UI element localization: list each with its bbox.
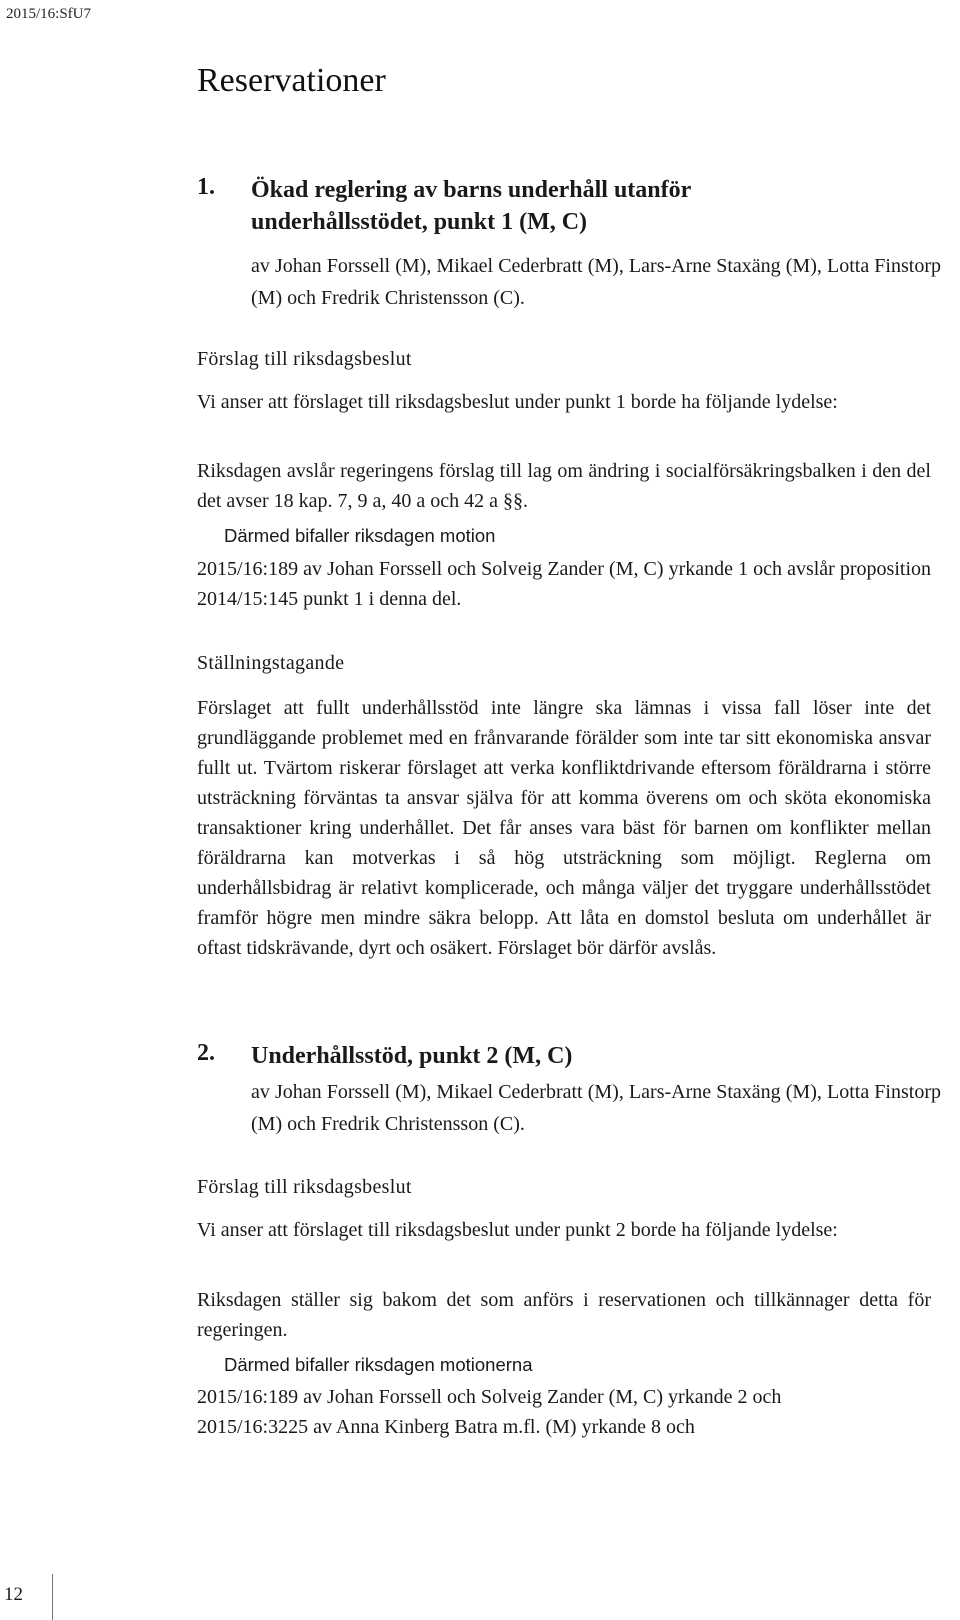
reservation-1-heading-line1: Ökad reglering av barns underhåll utanför <box>251 177 692 203</box>
reservation-2-forslag-text: Vi anser att förslaget till riksdagsbeslut under punkt 2 borde ha följande lydelse: <box>197 1219 838 1241</box>
reservation-1-decision-text: Riksdagen avslår regeringens förslag till lag om ändring i socialförsäkringsbalken i den del det avser 18 kap. 7, 9 a, 40 a och 42 a §§. <box>197 460 931 512</box>
reservation-2-bifaller-label: Därmed bifaller riksdagen motionerna <box>224 1354 533 1375</box>
page-title: Reservationer <box>197 62 386 99</box>
reservation-2-number: 2. <box>197 1040 215 1066</box>
reservation-2-forslag-heading: Förslag till riksdagsbeslut <box>197 1176 412 1198</box>
reservation-2-motion-line1: 2015/16:189 av Johan Forssell och Solveig Zander (M, C) yrkande 2 och <box>197 1386 782 1408</box>
page-number-divider <box>52 1574 53 1620</box>
reservation-1-stallning-heading: Ställningstagande <box>197 652 345 674</box>
reservation-1-heading-line2: underhållsstödet, punkt 1 (M, C) <box>251 209 588 235</box>
reservation-2-motion-line2: 2015/16:3225 av Anna Kinberg Batra m.fl. (M) yrkande 8 och <box>197 1416 695 1438</box>
document-id: 2015/16:SfU7 <box>6 6 92 22</box>
reservation-2-authors: av Johan Forssell (M), Mikael Cederbratt (M), Lars-Arne Staxäng (M), Lotta Finstorp (M) och Fredrik Christensson (C). <box>251 1081 941 1135</box>
page-number: 12 <box>4 1584 23 1605</box>
reservation-2-decision-text: Riksdagen ställer sig bakom det som anförs i reservationen och tillkännager detta för regeringen. <box>197 1289 931 1341</box>
reservation-2-heading: Underhållsstöd, punkt 2 (M, C) <box>251 1043 573 1069</box>
reservation-1-bifaller-label: Därmed bifaller riksdagen motion <box>224 525 496 546</box>
reservation-1-heading <box>251 174 931 238</box>
reservation-1-forslag-text: Vi anser att förslaget till riksdagsbeslut under punkt 1 borde ha följande lydelse: <box>197 391 838 413</box>
reservation-1-number: 1. <box>197 174 215 200</box>
reservation-1-authors: av Johan Forssell (M), Mikael Cederbratt (M), Lars-Arne Staxäng (M), Lotta Finstorp (M) och Fredrik Christensson (C). <box>251 255 941 309</box>
reservation-1-forslag-heading: Förslag till riksdagsbeslut <box>197 348 412 370</box>
reservation-1-motion-text: 2015/16:189 av Johan Forssell och Solveig Zander (M, C) yrkande 1 och avslår proposition 2014/15:145 punkt 1 i denna del. <box>197 558 931 610</box>
reservation-1-stallning-text: Förslaget att fullt underhållsstöd inte längre ska lämnas i vissa fall löser inte det grundläggande problemet med en frånvarande förälder som inte tar sitt ekonomiska ansvar fullt ut. Tvärtom riskerar förslaget att verka konfliktdrivande eftersom föräldrarna i större utsträckning förväntas ta ansvar själva för att komma överens om och sköta ekonomiska transaktioner kring underhållet. Det får anses vara bäst för barnen om konflikter mellan föräldrarna kan motverkas i så hög utsträckning som möjligt. Reglerna om underhållsbidrag är relativt komplicerade, och många väljer det tryggare underhållsstödet framför högre men mindre säkra belopp. Att låta en domstol besluta om underhållet är oftast tidskrävande, dyrt och osäkert. Förslaget bör därför avslås. <box>197 697 931 959</box>
